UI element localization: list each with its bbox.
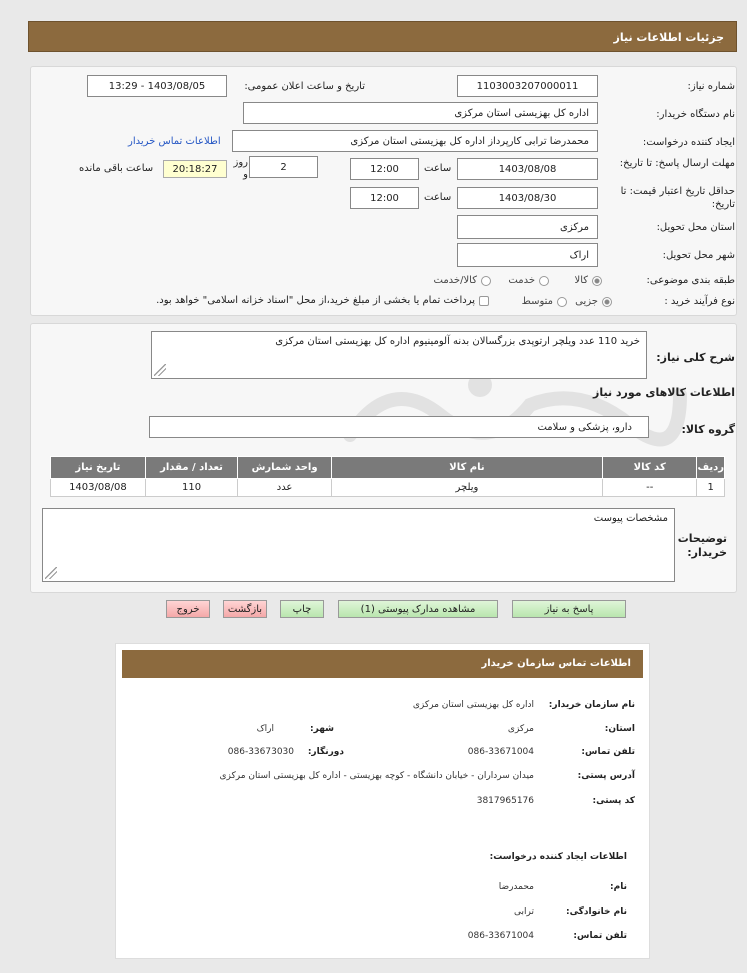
buyer-notes-field: [42, 508, 675, 582]
creator-phone-value: 086-33671004: [467, 931, 534, 941]
purchase-minor-radio[interactable]: [602, 297, 612, 307]
col-unit: واحد شمارش: [238, 457, 332, 479]
cell-qty: 110: [145, 479, 238, 497]
contact-org-label: نام سازمان خریدار:: [548, 700, 635, 710]
page-header: [28, 21, 737, 52]
category-option-goods[interactable]: [574, 275, 602, 286]
cell-date: 1403/08/08: [51, 479, 146, 497]
col-code: کد کالا: [603, 457, 697, 479]
view-documents-button[interactable]: مشاهده مدارک پیوستی (1): [338, 600, 498, 618]
purchase-medium-label: متوسط: [521, 296, 553, 307]
category-option-goods-service[interactable]: [434, 275, 492, 286]
buyer-contact-card: [115, 643, 650, 959]
col-name: نام کالا: [331, 457, 602, 479]
province-label: استان محل تحویل:: [656, 222, 735, 233]
buyer-org-label: نام دستگاه خریدار:: [656, 109, 735, 120]
category-service-label: خدمت: [508, 275, 535, 286]
buyer-notes-text: مشخصات پیوست: [593, 513, 668, 524]
category-option-service[interactable]: [508, 275, 549, 286]
price-time-field: 12:00: [350, 187, 419, 209]
buyer-notes-label: توضیحات خریدار:: [677, 532, 727, 559]
creator-family-value: ترابی: [514, 907, 534, 917]
price-validity-label: حداقل تاریخ اعتبار قیمت: تا تاریخ:: [620, 186, 735, 210]
buyer-contact-link[interactable]: اطلاعات تماس خریدار: [128, 136, 221, 147]
reply-deadline-label: مهلت ارسال پاسخ: تا تاریخ:: [619, 158, 735, 169]
contact-province-value: مرکزی: [507, 724, 534, 734]
goods-table-header: [51, 457, 725, 479]
reply-date-field: 1403/08/08: [457, 158, 598, 180]
cell-name: ویلچر: [331, 479, 602, 497]
requester-field: محمدرضا ترابی کارپرداز اداره کل بهزیستی استان مرکزی: [232, 130, 598, 152]
reply-time-label: ساعت: [424, 163, 452, 174]
city-label: شهر محل تحویل:: [662, 250, 735, 261]
days-label: روز و: [233, 157, 248, 180]
buyer-org-field: اداره کل بهزیستی استان مرکزی: [243, 102, 598, 124]
need-number-label: شماره نیاز:: [687, 81, 735, 92]
contact-postal-value: 3817965176: [476, 796, 534, 806]
days-field: 2: [249, 156, 318, 178]
price-date-field: 1403/08/30: [457, 187, 598, 209]
treasury-option[interactable]: [156, 295, 489, 306]
exit-button[interactable]: خروج: [166, 600, 210, 618]
goods-group-field: دارو، پزشکی و سلامت: [149, 416, 649, 438]
cell-unit: عدد: [238, 479, 332, 497]
treasury-note: پرداخت تمام یا بخشی از مبلغ خرید،از محل "اسناد خزانه اسلامی" خواهد بود.: [156, 295, 475, 306]
requester-label: ایجاد کننده درخواست:: [642, 137, 735, 148]
reply-button[interactable]: پاسخ به نیاز: [512, 600, 626, 618]
reply-time-field: 12:00: [350, 158, 419, 180]
category-label: طبقه بندی موضوعی:: [646, 275, 735, 286]
purchase-option-medium[interactable]: [522, 296, 567, 307]
goods-section-title: اطلاعات کالاهای مورد نیاز: [593, 386, 735, 399]
cell-row: 1: [697, 479, 725, 497]
resize-handle[interactable]: [45, 567, 57, 579]
description-label: شرح کلی نیاز:: [656, 351, 735, 364]
announce-field: 1403/08/05 - 13:29: [87, 75, 227, 97]
purchase-medium-radio[interactable]: [557, 297, 567, 307]
category-goods-service-radio[interactable]: [481, 276, 491, 286]
contact-city-value: اراک: [256, 724, 274, 734]
contact-province-label: استان:: [604, 724, 635, 734]
creator-section-title: اطلاعات ایجاد کننده درخواست:: [489, 852, 627, 862]
contact-postal-label: کد پستی:: [592, 796, 635, 806]
col-date: تاریخ نیاز: [51, 457, 146, 479]
price-time-label: ساعت: [424, 192, 452, 203]
creator-name-label: نام:: [610, 882, 627, 892]
contact-address-label: آدرس پستی:: [577, 771, 635, 781]
city-field: اراک: [457, 243, 598, 267]
back-button[interactable]: بازگشت: [223, 600, 267, 618]
contact-phone-value: 086-33671004: [467, 747, 534, 757]
remaining-time-field: 20:18:27: [163, 160, 227, 178]
contact-address-value: میدان سرداران - خیابان دانشگاه - کوچه بهزیستی - اداره کل بهزیستی استان مرکزی: [219, 771, 534, 781]
resize-handle[interactable]: [154, 364, 166, 376]
announce-label: تاریخ و ساعت اعلان عمومی:: [244, 81, 365, 92]
contact-card-header: [122, 650, 643, 678]
contact-fax-label: دورنگار:: [307, 747, 344, 757]
treasury-checkbox[interactable]: [479, 296, 489, 306]
remaining-label: ساعت باقی مانده: [79, 163, 154, 174]
print-button[interactable]: چاپ: [280, 600, 324, 618]
col-row: ردیف: [697, 457, 725, 479]
goods-table: [50, 456, 725, 497]
page-title: جزئیات اطلاعات نیاز: [613, 31, 724, 44]
creator-phone-label: تلفن تماس:: [573, 931, 627, 941]
goods-group-label: گروه کالا:: [681, 423, 735, 436]
purchase-option-minor[interactable]: [575, 296, 612, 307]
category-goods-service-label: کالا/خدمت: [433, 275, 477, 286]
category-service-radio[interactable]: [539, 276, 549, 286]
category-goods-radio[interactable]: [592, 276, 602, 286]
contact-fax-value: 086-33673030: [227, 747, 294, 757]
contact-org-value: اداره کل بهزیستی استان مرکزی: [412, 700, 534, 710]
col-qty: تعداد / مقدار: [145, 457, 238, 479]
table-row: [51, 479, 725, 497]
creator-name-value: محمدرضا: [498, 882, 534, 892]
purchase-minor-label: جزیی: [575, 296, 598, 307]
need-number-field: 1103003207000011: [457, 75, 598, 97]
province-field: مرکزی: [457, 215, 598, 239]
category-goods-label: کالا: [574, 275, 588, 286]
contact-card-title: اطلاعات تماس سازمان خریدار: [481, 658, 631, 669]
cell-code: --: [603, 479, 697, 497]
creator-family-label: نام خانوادگی:: [565, 907, 627, 917]
contact-phone-label: تلفن تماس:: [581, 747, 635, 757]
contact-city-label: شهر:: [310, 724, 334, 734]
description-field: [151, 331, 647, 379]
description-text: خرید 110 عدد ویلچر ارتوپدی بزرگسالان بدنه آلومینیوم اداره کل بهزیستی استان مرکزی: [275, 336, 640, 347]
purchase-type-label: نوع فرآیند خرید :: [664, 296, 735, 307]
